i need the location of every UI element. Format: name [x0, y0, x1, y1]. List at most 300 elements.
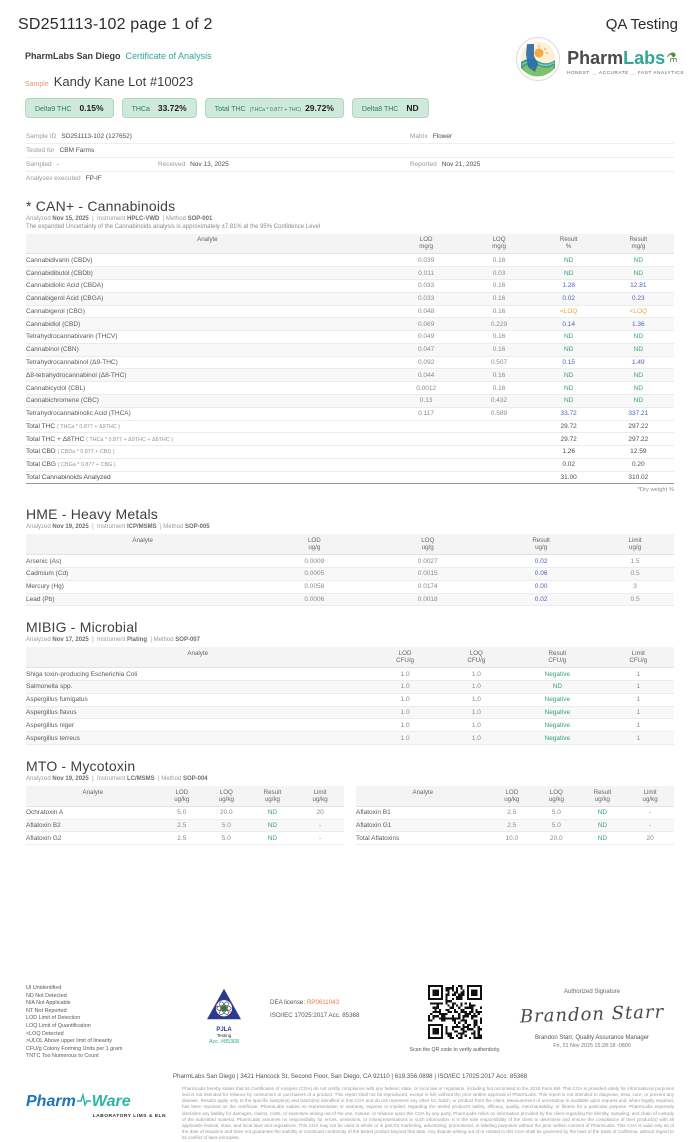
sample-id-label: Sample ID	[26, 133, 57, 140]
table-row	[26, 357, 674, 370]
analyte-cell: Cannabicyclol (CBL)	[26, 384, 86, 392]
loq-cell: 0.16	[492, 384, 506, 392]
pjla-accreditation	[178, 985, 270, 1045]
loq-cell: 0.16	[492, 256, 506, 264]
table-row	[26, 719, 674, 732]
result-cell: ND	[267, 834, 278, 842]
badge-value: 33.72%	[157, 103, 187, 113]
lod-cell: 1.0	[400, 709, 410, 717]
table-row	[26, 267, 674, 280]
legend-item: NT Not Reported	[26, 1007, 67, 1014]
badge-formula: (THCa * 0.877 + THC)	[249, 107, 302, 113]
analyte-cell: Cannabidibutol (CBDb)	[26, 269, 93, 277]
legend-item: <LOQ Detected	[26, 1030, 64, 1037]
loq-cell: 0.16	[492, 282, 506, 290]
sampled-label: Sampled	[26, 161, 52, 168]
result-mgg-cell: 337.21	[628, 410, 649, 418]
sampled-value: -	[56, 161, 59, 168]
lod-cell: 0.048	[417, 307, 435, 315]
potency-badge	[25, 98, 114, 118]
total-pct-cell: 0.02	[562, 461, 575, 469]
lod-cell: 1.0	[400, 683, 410, 691]
result-mgg-cell: 12.81	[630, 282, 647, 290]
legend-item: UI Unidentified	[26, 985, 62, 992]
loq-cell: 0.589	[490, 410, 508, 418]
column-header: LOD ug/kg	[504, 788, 520, 803]
result-pct-cell: ND	[563, 371, 574, 379]
result-cell: Negative	[544, 734, 571, 742]
analyses-label: Analyses executed	[26, 175, 81, 182]
section-meta: Analyzed Nov 15, 2025 | Instrument HPLC-VWD | Method SOP-001	[26, 216, 213, 222]
dry-weight-note: *Dry weight %	[637, 487, 674, 494]
lod-cell: 0.044	[417, 371, 435, 379]
result-pct-cell: ND	[563, 269, 574, 277]
analyte-cell: Tetrahydrocannabinol (Δ9-THC)	[26, 359, 118, 367]
table-header	[26, 234, 674, 255]
wordmark-pharm: Pharm	[567, 47, 624, 68]
totals-row	[26, 433, 674, 446]
legend-item: CFU/g Colony Forming Units per 1 gram	[26, 1045, 123, 1052]
lod-cell: 10.0	[505, 834, 519, 842]
analyses-value: FP-IF	[85, 175, 102, 182]
limit-cell: -	[319, 822, 322, 830]
result-mgg-cell: ND	[633, 371, 644, 379]
mycotoxin-table-right	[356, 786, 674, 845]
total-label: Total Cannabinoids Analyzed	[26, 474, 111, 482]
limit-cell: 1	[636, 670, 641, 678]
footer	[26, 985, 674, 1061]
result-cell: ND	[267, 822, 278, 830]
column-header: LOD ug/kg	[174, 788, 190, 803]
pharmlabs-logo	[515, 36, 684, 87]
microbial-table	[26, 647, 674, 745]
analyte-cell: Lead (Pb)	[26, 596, 55, 604]
result-mgg-cell: ND	[633, 333, 644, 341]
info-row	[26, 172, 674, 185]
sample-id-value: SD251113-102 (127652)	[61, 133, 132, 140]
total-formula: ( THCa * 0.877 + Δ9THC )	[57, 423, 120, 430]
table-row	[26, 306, 674, 319]
authorized-signature-label: Authorized Signature	[563, 989, 621, 996]
analyte-cell: Total Aflatoxins	[356, 834, 400, 842]
section-meta: Analyzed Nov 19, 2025 | Instrument LC/MSMS | Method SOP-004	[26, 776, 208, 782]
lab-address: PharmLabs San Diego | 3421 Hancock St, Second Floor, San Diego, CA 92110 | 619.356.0898 | ISO/IEC 17025:2017 Acc. 85368	[172, 1072, 528, 1080]
loq-cell: 0.0015	[417, 570, 438, 578]
table-row	[26, 293, 674, 306]
column-header: Result mg/g	[629, 236, 648, 251]
reported-value: Nov 21, 2025	[441, 161, 481, 168]
analyte-cell: Cannabidivarin (CBDv)	[26, 256, 93, 264]
table-header	[26, 786, 344, 807]
column-header: Limit CFU/g	[629, 649, 648, 665]
result-pct-cell: 0.14	[562, 320, 575, 328]
legend-item: LOD Limit of Detection	[26, 1015, 81, 1022]
matrix-label: Matrix	[410, 133, 428, 140]
loq-cell: 1.0	[471, 670, 481, 678]
badge-value: 29.72%	[305, 103, 334, 113]
loq-cell: 0.16	[492, 295, 506, 303]
lab-name: PharmLabs San Diego	[25, 51, 121, 61]
loq-cell: 0.0027	[417, 557, 438, 565]
lod-cell: 0.0058	[304, 583, 325, 591]
column-header: Analyte	[197, 236, 218, 243]
table-row	[26, 555, 674, 568]
loq-cell: 5.0	[551, 809, 561, 817]
section-title: HME - Heavy Metals	[26, 506, 158, 523]
loq-cell: 1.0	[471, 709, 481, 717]
result-pct-cell: ND	[563, 256, 574, 264]
result-cell: Negative	[544, 721, 571, 729]
total-mgg-cell: 310.02	[628, 474, 649, 482]
lod-cell: 0.033	[417, 282, 435, 290]
analyte-cell: Aflatoxin G2	[26, 834, 62, 842]
result-mgg-cell: ND	[633, 346, 644, 354]
loq-cell: 1.0	[471, 734, 481, 742]
limit-cell: -	[649, 822, 652, 830]
lod-cell: 0.0009	[304, 557, 325, 565]
section-title: * CAN+ - Cannabinoids	[26, 198, 176, 214]
potency-badge	[122, 98, 197, 118]
analyte-cell: Cannabidiol (CBD)	[26, 320, 81, 328]
analyte-cell: Aspergillus flavus	[26, 709, 77, 717]
analyte-cell: Δ8-tetrahydrocannabinol (Δ8-THC)	[26, 371, 127, 379]
loq-cell: 20.0	[219, 809, 233, 817]
reported-label: Reported	[410, 161, 437, 168]
analyte-cell: Cannabichromene (CBC)	[26, 397, 99, 405]
table-row	[26, 369, 674, 382]
flask-icon: ⚗	[666, 50, 678, 65]
result-cell: ND	[597, 822, 608, 830]
bottom-row	[26, 1086, 674, 1142]
thc-badges	[25, 98, 700, 118]
lod-cell: 0.13	[419, 397, 433, 405]
table-row	[356, 807, 674, 820]
qr-caption: Scan the QR code to verify authenticity.	[409, 1047, 501, 1054]
column-header: Result CFU/g	[548, 649, 567, 665]
table-row	[26, 581, 674, 594]
mycotoxin-table-left	[26, 786, 344, 845]
info-row	[26, 158, 674, 172]
result-cell: Negative	[544, 709, 571, 717]
total-label: Total THC	[26, 422, 56, 430]
brand-tagline: HONEST ﹏ ACCURATE ﹏ FAST ANALYTICS	[567, 69, 684, 75]
certificate-of-analysis-label: Certificate of Analysis	[125, 51, 212, 61]
tagline-separator: ﹏	[630, 69, 636, 75]
limit-cell: 1	[636, 709, 641, 717]
total-pct-cell: 31.00	[560, 474, 577, 482]
analyte-cell: Tetrahydrocannabivarin (THCV)	[26, 333, 118, 341]
lod-cell: 2.5	[177, 834, 187, 842]
column-header: LOQ ug/kg	[548, 788, 564, 803]
badge-label: Delta8 THC	[361, 106, 399, 113]
section-cannabinoids	[26, 198, 674, 493]
table-row	[26, 331, 674, 344]
lod-cell: 0.049	[417, 333, 435, 341]
column-header: LOD ug/g	[307, 536, 321, 552]
signer-title: Brandon Starr, Quality Assurance Manager	[534, 1035, 650, 1042]
loq-cell: 0.16	[492, 307, 506, 315]
result-cell: 0.02	[534, 557, 548, 565]
loq-cell: 0.16	[492, 346, 506, 354]
limit-cell: -	[649, 809, 652, 817]
analyte-cell: Aspergillus fumigatus	[26, 696, 88, 704]
table-header	[356, 786, 674, 807]
badge-label: Delta9 THC	[35, 106, 72, 113]
signature-date: Fri, 21 Nov 2025 15:28:18 -0800	[553, 1042, 631, 1049]
section-meta: Analyzed Nov 17, 2025 | Instrument Plating | Method SOP-007	[26, 637, 200, 644]
sample-label: Sample	[25, 81, 49, 88]
limit-cell: -	[319, 834, 322, 842]
result-cell: ND	[597, 809, 608, 817]
loq-cell: 0.229	[490, 320, 508, 328]
signature: Brandon Starr	[519, 1001, 665, 1028]
lod-cell: 1.0	[400, 696, 410, 704]
table-row	[26, 568, 674, 581]
limit-cell: 1	[636, 734, 641, 742]
result-cell: ND	[552, 683, 563, 691]
result-mgg-cell: 1.36	[631, 320, 645, 328]
result-pct-cell: 1.28	[562, 282, 575, 290]
totals-row	[26, 421, 674, 434]
loq-cell: 0.507	[490, 359, 508, 367]
lod-cell: 0.092	[417, 359, 435, 367]
pharmlabs-emblem-icon	[515, 36, 561, 87]
table-row	[26, 732, 674, 745]
loq-cell: 0.432	[490, 397, 508, 405]
table-row	[26, 318, 674, 331]
uncertainty-note: The expanded Uncertainty of the Cannabinoids analysis is approximately ±7.81% at the 95% Confidence Level	[26, 223, 321, 230]
result-pct-cell: <LOQ	[559, 307, 578, 315]
limit-cell: 3	[633, 583, 637, 591]
analyte-cell: Cadmium (Cd)	[26, 570, 69, 578]
result-mgg-cell: <LOQ	[629, 307, 648, 315]
column-header: Limit ug/kg	[312, 788, 328, 803]
license-block	[270, 985, 400, 1022]
loq-cell: 0.03	[492, 269, 506, 277]
badge-value: ND	[406, 103, 419, 113]
analyte-cell: Aflatoxin B1	[356, 809, 391, 817]
result-mgg-cell: ND	[633, 256, 644, 264]
analyte-cell: Aspergillus terreus	[26, 734, 80, 742]
limit-cell: 20	[646, 834, 654, 842]
result-cell: Negative	[544, 670, 571, 678]
result-pct-cell: 33.72	[560, 410, 577, 418]
loq-cell: 20.0	[549, 834, 563, 842]
sample-name: Kandy Kane Lot #10023	[53, 74, 194, 89]
result-mgg-cell: 1.49	[631, 359, 645, 367]
loq-cell: 5.0	[221, 834, 231, 842]
column-header: Limit ug/g	[628, 536, 642, 552]
section-title: MTO - Mycotoxin	[26, 758, 136, 774]
totals-row	[26, 446, 674, 459]
analyte-cell: Salmonella spp.	[26, 683, 73, 691]
limit-cell: 0.5	[630, 570, 640, 578]
lod-cell: 2.5	[507, 809, 517, 817]
badge-label: Total THC	[214, 106, 246, 113]
result-pct-cell: ND	[563, 384, 574, 392]
page-header	[0, 0, 700, 34]
dea-license-number[interactable]: RP0611043	[306, 999, 340, 1007]
lod-cell: 5.0	[177, 809, 187, 817]
column-header: Analyte	[187, 649, 209, 657]
iso-accreditation: ISO/IEC 17025:2017 Acc. 85368	[270, 1011, 360, 1019]
result-mgg-cell: 0.23	[631, 295, 645, 303]
table-row	[26, 694, 674, 707]
info-row	[26, 130, 674, 144]
total-label: Total THC + Δ8THC	[26, 435, 85, 443]
result-cell: Negative	[544, 696, 571, 704]
analyte-cell: Tetrahydrocannabinolic Acid (THCA)	[26, 410, 131, 418]
loq-cell: 0.0174	[417, 583, 438, 591]
column-header: Result ug/kg	[263, 788, 282, 803]
total-formula: ( CBGa * 0.877 + CBG )	[57, 462, 116, 469]
lod-cell: 0.011	[418, 269, 435, 277]
analyte-cell: Arsenic (As)	[26, 557, 62, 565]
table-row	[26, 254, 674, 267]
limit-cell: 1	[636, 721, 641, 729]
analyte-cell: Cannabidiolic Acid (CBDA)	[26, 282, 104, 290]
analyte-cell: Shiga toxin-producing Escherichia Coli	[26, 670, 138, 678]
result-cell: 0.02	[534, 596, 548, 604]
column-header: LOQ mg/g	[492, 236, 506, 251]
result-cell: ND	[267, 809, 278, 817]
info-row	[26, 144, 674, 158]
analyte-cell: Ochratoxin A	[26, 809, 64, 817]
column-header: Analyte	[82, 788, 104, 796]
potency-badge	[205, 98, 344, 118]
table-row	[26, 707, 674, 720]
loq-cell: 5.0	[551, 822, 561, 830]
pjla-accreditation-number[interactable]: Acc. #85368	[209, 1039, 239, 1046]
loq-cell: 1.0	[471, 683, 481, 691]
total-formula: ( THCa * 0.877 + Δ9THC + Δ8THC )	[86, 436, 173, 443]
limit-cell: 1	[636, 696, 641, 704]
table-header	[26, 647, 674, 668]
document-id: SD251113-102 page 1 of 2	[18, 16, 213, 33]
totals-row	[26, 459, 674, 472]
section-meta: Analyzed Nov 19, 2025 | Instrument ICP/MSMS | Method SOP-005	[26, 524, 210, 531]
analyte-cell: Aspergillus niger	[26, 721, 75, 729]
result-cell: 0.00	[534, 583, 548, 591]
total-pct-cell: 1.26	[562, 448, 575, 456]
lod-cell: 1.0	[400, 734, 410, 742]
total-label: Total CBG	[26, 461, 57, 469]
column-header: Result ug/g	[532, 536, 550, 552]
table-row	[26, 344, 674, 357]
lod-cell: 2.5	[507, 822, 517, 830]
column-header: LOD mg/g	[419, 236, 434, 251]
lod-cell: 1.0	[400, 670, 410, 678]
loq-cell: 0.16	[492, 371, 506, 379]
qr-code	[428, 1026, 482, 1043]
tested-for-label: Tested for	[26, 147, 55, 154]
tagline-separator: ﹏	[591, 69, 598, 75]
lod-cell: 2.5	[177, 822, 187, 830]
result-pct-cell: ND	[563, 333, 574, 341]
wordmark-labs: Labs	[623, 47, 666, 68]
table-header	[26, 534, 674, 555]
qa-testing-label: QA Testing	[605, 16, 678, 33]
totals-row	[26, 472, 674, 485]
legal-disclaimer: PharmLabs hereby states that its Certificates of Analysis (COA) do not certify compliance with any federal, state, or local law or regulation, including but not limited to the 2018 Farm Bill. This COA is provided solely for informational purposes and is not intended for reliance by consumers or purchasers of a product. This report shall not be reproduced, except in full, without the prior written approval of PharmLabs. This report is not intended to diagnose, treat, cure, or prevent any disease. Results apply only to the specific sample(s) and batch(es) identified in this COA and do not represent any other lot, batch, or product from the client. Measurement of uncertainty is available upon request and, when legally required, has been reported on the certificate. PharmLabs makes no representation or warranty, express or implied, regarding the tested product's safety, efficacy, quality, merchantability, or fitness for a particular purpose. PharmLabs expressly disclaims any liability for damages, claims, costs, or expenses arising out of the use, misuse, or reliance upon this COA by any party. PharmLabs relies on information provided by the client regarding the identity, sampling, and chain of custody of the submitted material. PharmLabs assumes no responsibility for errors, omissions, or misrepresentations in such information. It is the sole responsibility of the client to determine and ensure the compliance of their product(s) with all applicable federal, state, and local laws and regulations. This COA may not be used in whole or in part for marketing, advertising, promotional, or labeling purposes without the prior written consent of PharmLabs. This COA is valid only as of the date of issuance and does not guarantee the stability or continued conformity of the tested product beyond that date. Any dispute arising out of or related to this COA shall be governed by the laws of the State of California, without regard to its conflict of laws principles.	[182, 1085, 674, 1141]
table-row	[26, 280, 674, 293]
received-label: Received	[158, 161, 186, 168]
legend-item: LOQ Limit of Quantification	[26, 1023, 91, 1030]
result-mgg-cell: ND	[633, 384, 644, 392]
analyte-cell: Cannabigerol Acid (CBGA)	[26, 295, 104, 303]
limit-cell: 1	[636, 683, 641, 691]
table-row	[26, 832, 344, 845]
matrix-value: Flower	[432, 133, 453, 140]
total-mgg-cell: 0.20	[631, 461, 645, 469]
result-mgg-cell: ND	[633, 269, 644, 277]
table-row	[356, 832, 674, 845]
loq-cell: 1.0	[471, 696, 481, 704]
analyte-cell: Cannabinol (CBN)	[26, 346, 79, 354]
column-header: LOQ ug/g	[421, 536, 435, 552]
table-row	[26, 820, 344, 833]
total-mgg-cell: 297.22	[628, 435, 649, 443]
badge-label: THCa	[131, 106, 150, 113]
analyte-cell: Aflatoxin B2	[26, 822, 61, 830]
pharmware-logo	[26, 1086, 166, 1119]
lod-cell: 0.047	[417, 346, 435, 354]
loq-cell: 5.0	[221, 822, 231, 830]
result-pct-cell: ND	[563, 346, 574, 354]
qr-block	[400, 985, 510, 1053]
result-cell: 0.06	[534, 570, 548, 578]
table-row	[26, 594, 674, 607]
pharmlabs-wordmark	[567, 48, 684, 76]
pjla-logo-icon	[205, 1008, 243, 1025]
column-header: Analyte	[132, 536, 153, 544]
result-pct-cell: ND	[563, 397, 574, 405]
table-row	[26, 382, 674, 395]
signature-block	[510, 985, 674, 1049]
total-mgg-cell: 12.59	[630, 448, 647, 456]
column-header: Result %	[559, 236, 578, 251]
lod-cell: 0.033	[417, 295, 435, 303]
column-header: LOQ ug/kg	[218, 788, 234, 803]
pulse-icon	[76, 1092, 92, 1113]
table-row	[26, 408, 674, 421]
tested-for-value: CBM Farms	[59, 147, 95, 154]
dea-license-label: DEA license:	[270, 999, 306, 1007]
result-mgg-cell: ND	[633, 397, 644, 405]
pharmware-wordmark-2: Ware	[91, 1093, 131, 1111]
total-formula: ( CBDa * 0.877 + CBD )	[57, 449, 115, 456]
column-header: Analyte	[412, 788, 434, 796]
legend-item: TNTC Too Numerous to Count	[26, 1053, 99, 1060]
result-pct-cell: 0.02	[562, 295, 575, 303]
lod-cell: 1.0	[400, 721, 410, 729]
total-mgg-cell: 297.22	[628, 422, 649, 430]
section-mycotoxin	[26, 758, 674, 845]
lod-cell: 0.0012	[416, 384, 437, 392]
badge-value: 0.15%	[79, 103, 104, 113]
section-title: MIBIG - Microbial	[26, 619, 138, 636]
lod-cell: 0.069	[417, 320, 435, 328]
analyte-cell: Aflatoxin G1	[356, 822, 392, 830]
result-cell: ND	[597, 834, 608, 842]
column-header: LOQ CFU/g	[467, 649, 486, 665]
column-header: Limit ug/kg	[642, 788, 658, 803]
column-header: Result ug/kg	[593, 788, 612, 803]
pharmware-wordmark-1: Pharm	[26, 1093, 76, 1111]
table-row	[26, 807, 344, 820]
total-pct-cell: 29.72	[560, 422, 577, 430]
section-heavy-metals	[26, 506, 674, 606]
